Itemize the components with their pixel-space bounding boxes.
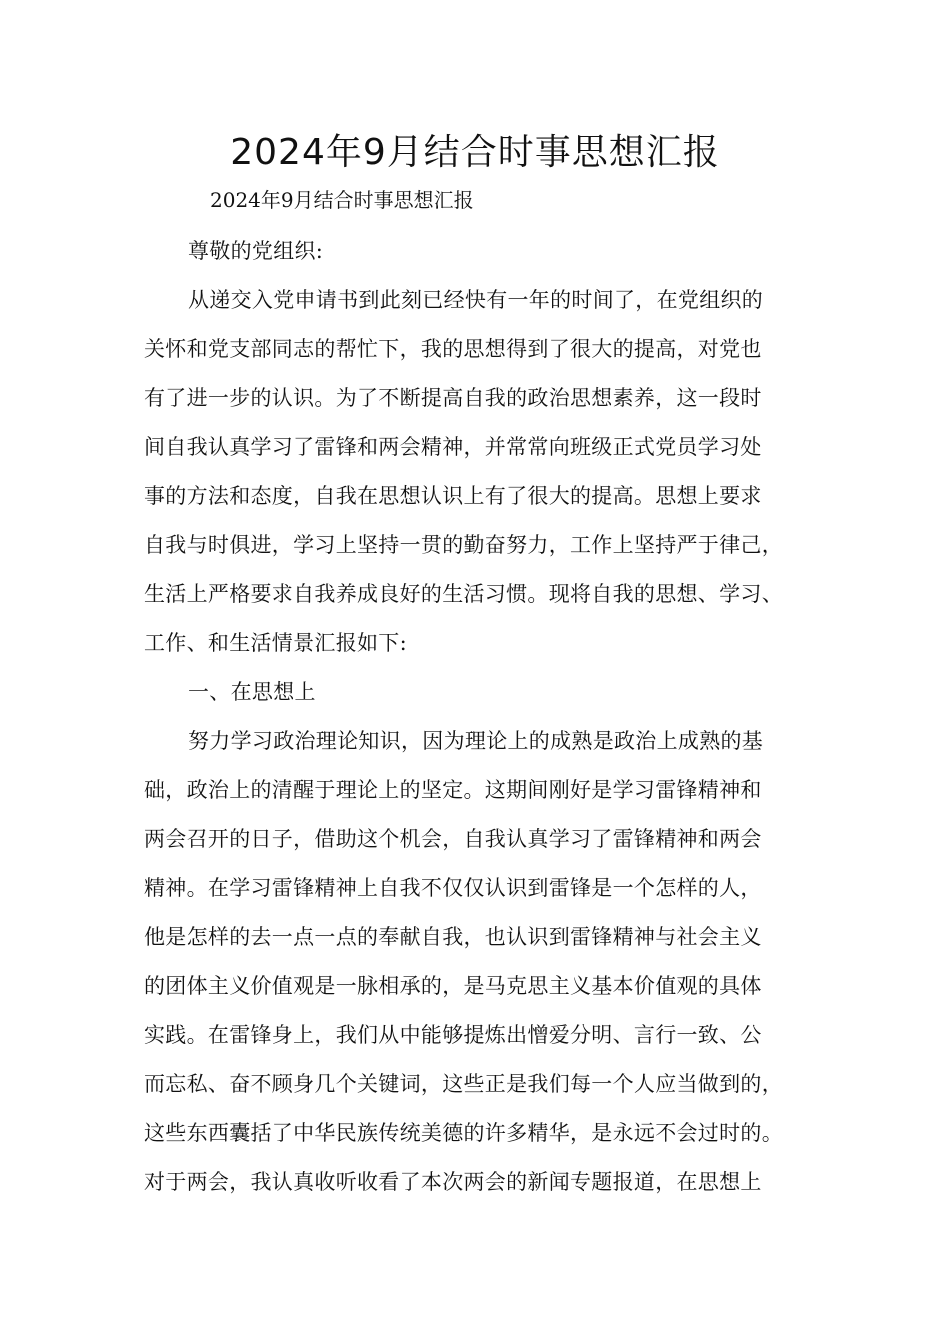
text-line: 努力学习政治理论知识，因为理论上的成熟是政治上成熟的基: [188, 729, 764, 753]
document-body: [144, 234, 820, 1214]
text-line: 而忘私、奋不顾身几个关键词，这些正是我们每一个人应当做到的，: [144, 1072, 783, 1096]
text-line: 他是怎样的去一点一点的奉献自我，也认识到雷锋精神与社会主义: [144, 925, 762, 949]
text-line: 精神。在学习雷锋精神上自我不仅仅认识到雷锋是一个怎样的人，: [144, 876, 762, 900]
text-line: 对于两会，我认真收听收看了本次两会的新闻专题报道，在思想上: [144, 1170, 762, 1194]
text-line: 一、在思想上: [188, 680, 316, 704]
text-line: 有了进一步的认识。为了不断提高自我的政治思想素养，这一段时: [144, 386, 762, 410]
text-line: 础，政治上的清醒于理论上的坚定。这期间刚好是学习雷锋精神和: [144, 778, 762, 802]
text-line: 事的方法和态度，自我在思想认识上有了很大的提高。思想上要求: [144, 484, 762, 508]
text-line: 这些东西囊括了中华民族传统美德的许多精华，是永远不会过时的。: [144, 1121, 783, 1145]
text-line: 两会召开的日子，借助这个机会，自我认真学习了雷锋精神和两会: [144, 827, 762, 851]
text-line: 实践。在雷锋身上，我们从中能够提炼出憎爱分明、言行一致、公: [144, 1023, 762, 1047]
text-line: 间自我认真学习了雷锋和两会精神，并常常向班级正式党员学习处: [144, 435, 762, 459]
text-line: 生活上严格要求自我养成良好的生活习惯。现将自我的思想、学习、: [144, 582, 783, 606]
text-line: 从递交入党申请书到此刻已经快有一年的时间了，在党组织的: [188, 288, 764, 312]
text-line: 尊敬的党组织:: [188, 239, 324, 263]
text-line: 关怀和党支部同志的帮忙下，我的思想得到了很大的提高，对党也: [144, 337, 762, 361]
document-subtitle: 2024年9月结合时事思想汇报: [210, 188, 474, 212]
text-line: 的团体主义价值观是一脉相承的，是马克思主义基本价值观的具体: [144, 974, 762, 998]
text-line: 工作、和生活情景汇报如下:: [144, 631, 407, 655]
text-line: 自我与时俱进，学习上坚持一贯的勤奋努力，工作上坚持严于律己，: [144, 533, 783, 557]
document-title: 2024年9月结合时事思想汇报: [230, 132, 720, 173]
